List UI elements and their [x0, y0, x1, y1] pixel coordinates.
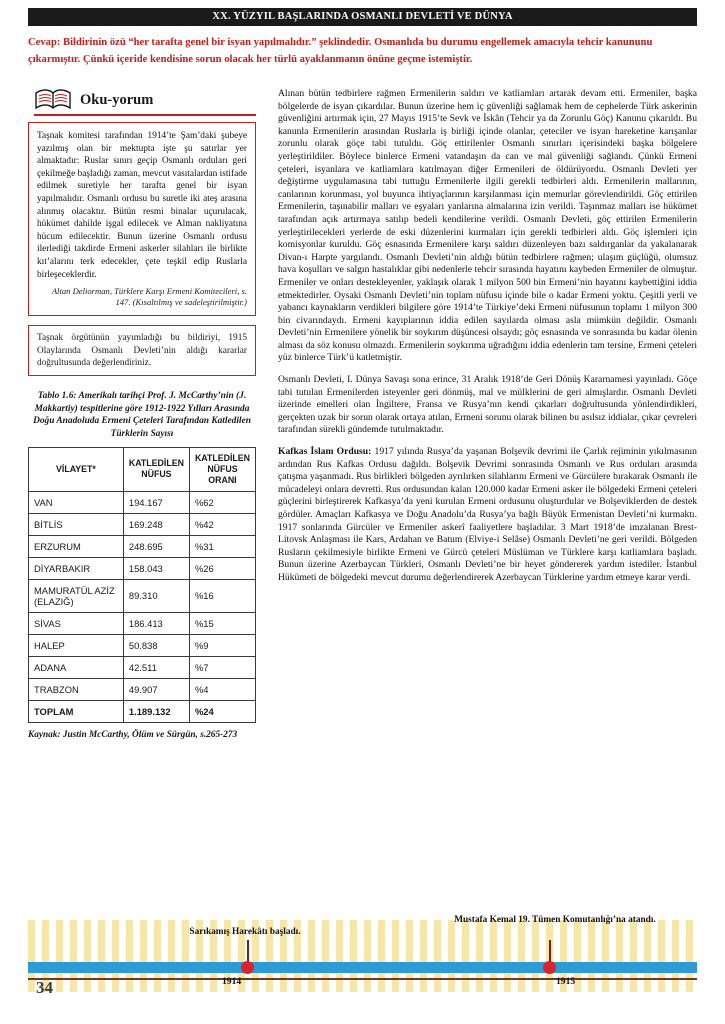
- table-row: [29, 678, 256, 700]
- cell-population: 194.167: [123, 491, 189, 513]
- table-source: Kaynak: Justin McCarthy, Ölüm ve Sürgün, s.265-273: [28, 729, 238, 740]
- timeline-bar: [28, 962, 697, 973]
- timeline-baseline: [28, 978, 697, 980]
- table-total-row: [29, 700, 256, 722]
- table-row: [29, 535, 256, 557]
- task-box-text: Taşnak örgütünün yayımladığı bu bildiriyi, 1915 Olaylarında Osmanlı Devleti’nin aldığı kararlar doğrultusunda değerlendiriniz.: [37, 333, 247, 368]
- timeline-marker-2: [543, 961, 556, 974]
- table-header-population: KATLEDİLEN NÜFUS: [123, 447, 189, 491]
- cell-province: ERZURUM: [29, 535, 124, 557]
- cell-province: MAMURATÜL AZİZ (ELAZIĞ): [29, 579, 124, 612]
- read-section-box: [28, 122, 256, 316]
- cell-total-label: TOPLAM: [29, 700, 124, 722]
- read-section-source: Altan Deliorman, Türklere Karşı Ermeni Komitecileri, s. 147. (Kısaltılmış ve sadeleştirilmiştir.): [51, 286, 247, 308]
- cell-province: TRABZON: [29, 678, 124, 700]
- table-header-province: VİLAYET*: [29, 447, 124, 491]
- cell-population: 42.511: [123, 656, 189, 678]
- page-header-bar: [28, 8, 697, 26]
- table-caption: Tablo 1.6: Amerikalı tarihçi Prof. J. McCarthy’nin (J. Makkartiy) tespitlerine göre 1912-1922 Yılları Arasında Doğu Anadoluda Ermeni Çeteleri Tarafından Katledilen Türklerin Sayısı: [33, 391, 251, 439]
- cell-ratio: %42: [189, 513, 255, 535]
- cell-population: 49.907: [123, 678, 189, 700]
- cell-population: 50.838: [123, 634, 189, 656]
- cell-province: SİVAS: [29, 612, 124, 634]
- timeline-marker-1: [241, 961, 254, 974]
- cell-ratio: %15: [189, 612, 255, 634]
- left-column: [28, 88, 256, 740]
- cell-ratio: %31: [189, 535, 255, 557]
- table-row: [29, 656, 256, 678]
- table-row: [29, 634, 256, 656]
- timeline-event-label-1: Sarıkamış Harekâtı başladı.: [189, 927, 301, 937]
- cell-population: 186.413: [123, 612, 189, 634]
- timeline-year-2: 1915: [556, 976, 576, 987]
- cell-province: HALEP: [29, 634, 124, 656]
- casualty-table: [28, 447, 256, 723]
- cell-ratio: %7: [189, 656, 255, 678]
- cell-total-population: 1.189.132: [123, 700, 189, 722]
- timeline: [0, 915, 725, 1024]
- timeline-event-label-2: Mustafa Kemal 19. Tümen Komutanlığı’na atandı.: [454, 915, 656, 925]
- subheading-kafkas-islam-ordusu: Kafkas İslam Ordusu:: [278, 446, 372, 458]
- intro-answer-text: Cevap: Bildirinin özü “her tarafta genel bir isyan yapılmalıdır.” şeklindedir. Osmanlıda bu durumu engellemek amacıyla tehcir kanununu çıkarmıştır. Çünkü içeride kendisine sorun olacak her türlü ayaklanmanın önüne geçme istemiştir.: [28, 37, 653, 65]
- table-row: [29, 491, 256, 513]
- table-row: [29, 513, 256, 535]
- cell-total-ratio: %24: [189, 700, 255, 722]
- timeline-year-1: 1914: [222, 976, 242, 987]
- open-book-icon: [34, 88, 72, 112]
- read-section-body: Taşnak komitesi tarafından 1914’te Şam’daki şubeye yazılmış olan bir mektupta işte şu satırlar yer almaktadır: Ruslar sınırı geçip Osmanlı orduları geri çekilmeğe başladığı zaman, mevcut vasıtalardan istifade edilmek suretiyle her tarafta genel bir isyan yapılmalıdır. Osmanlı ordusu bu suretle iki ateş arasına alınmış olacaktır. Bütün resmi binalar uçurulacak, hükümet dahilde işgal edilecek ve Alman nakliyatına hücum edilecektir. Bunun üzerine Osmanlı ordusu ilerlediği takdirde Ermeni askerler silahları ile birlikte kıt’alarını terk edecekler, çete teşkil edip Ruslarla birleşeceklerdir.: [37, 131, 247, 280]
- cell-ratio: %16: [189, 579, 255, 612]
- cell-population: 89.310: [123, 579, 189, 612]
- body-paragraph-3-text: 1917 yılında Rusya’da yaşanan Bolşevik devrimi ile Çarlık rejiminin yıkılmasının ardından Rus Kafkas Ordusu dağıldı. Bolşevik Devrimi sonrasında Osmanlı ve Rus orduları arasında çatışma yaşanmadı. Rus birlikleri bölgeden ayrılırken silahlarını Ermeni ve Gürcülere bırakarak Osmanlı ile mücadeleyi onlara devretti. Rus ordusundan kalan 120.000 kadar Ermeni asker ile bölgedeki Ermeni çeteleri güçlerini birleştirerek Kafkasya’da yeni kurulan Ermeni ordusunu oluşturdular ve Bolşeviklerden de destek gördüler. Amaçları Kafkasya ve Doğu Anadolu’da Rusya’ya bağlı Büyük Ermenistan Devleti’ni kurmaktı. 1917 sonlarında Gürcüler ve Ermeniler askerî faaliyetlere başladılar. 3 Mart 1918’de imzalanan Brest-Litovsk Anlaşması ile Kars, Ardahan ve Batum (Elviye-i Selâse) Osmanlı Devleti’ne geri verildi. Bölgeden Rusların çekilmesiyle birlikte Ermeni ve Gürcü çeteleri Müslüman ve Türklere karşı katliamlara başladı. Bunun üzerine Azerbaycan Türkleri, Osmanlı Devleti’ne bir heyet göndererek yardım istediler. İstanbul Hükümeti de bölgedeki mevcut durumu değerlendirerek Azerbaycan Türklerine yardım etmeye karar verdi.: [278, 446, 697, 583]
- body-paragraph-3: [278, 446, 697, 585]
- body-paragraph-2: Osmanlı Devleti, I. Dünya Savaşı sona erince, 31 Aralık 1918’de Geri Dönüş Kararnamesi yayınladı. Göçe tabi tutulan Ermenilerden isteyenler geri dönmüş, mal ve mülklerini de geri almışlardır. Osmanlı Devleti üzerinde emelleri olan İngiltere, Fransa ve Rusya’nın kendi çıkarları doğrultusunda yönlendirdikleri, gerçekten uzak bir sorun olarak ortaya atılan, Ermeni sorunu olarak bilinen bu asılsız iddialar, çıkar çevreleri tarafından sürekli gündemde tutulmaktadır.: [278, 374, 697, 436]
- cell-province: VAN: [29, 491, 124, 513]
- cell-ratio: %4: [189, 678, 255, 700]
- cell-ratio: %26: [189, 557, 255, 579]
- table-header-ratio: KATLEDİLEN NÜFUS ORANI: [189, 447, 255, 491]
- cell-province: DİYARBAKIR: [29, 557, 124, 579]
- cell-province: ADANA: [29, 656, 124, 678]
- cell-ratio: %62: [189, 491, 255, 513]
- cell-population: 169.248: [123, 513, 189, 535]
- page-header-title: XX. YÜZYIL BAŞLARINDA OSMANLI DEVLETİ VE DÜNYA: [212, 11, 513, 22]
- table-row: [29, 557, 256, 579]
- task-box: [28, 325, 256, 376]
- read-section-title: Oku-yorum: [80, 91, 154, 108]
- body-paragraph-1: Alınan bütün tedbirlere rağmen Ermenilerin saldırı ve katliamları artarak devam etti. Ermeniler, başka bölgelerde de isyan çıkardılar. Bunun üzerine hem iç güvenliği sağlamak hem de cephelerde Türk askerinin güvenliğini artırmak için, 27 Mayıs 1915’te Sevk ve İskân (Tehcir ya da Zorunlu Göç) Kanunu çıkarıldı. Bu kanunla Ermenilerin arasından Ruslarla iş birliği içinde olanlar, çeteciler ve isyan hareketine karışanlar zorunlu olarak göçe tabi tutuldu. Göç ettirilenler Osmanlı sınırları içerisindeki başka bölgelere yerleştirildiler. Böylece binlerce Ermeni vatandaşın da can ve mal güvenliği sağlandı. Çünkü Ermeni çeteleri, isyanlara ve katliamlara katılmayan diğer Ermenileri de öldürüyordu. Osmanlı Devleti yer değiştirme uygulamasına tabi tuttuğu Ermenilerle ilgili gerekli tedbirleri aldı. Ermenilerin mallarının, canlarının korunması, yol buyunca ihtiyaçlarının karşılanması için memurlar görevlendirildi. Göç ettirilen Ermenilerin, taşınabilir malları ve eşyaları yanlarına almalarına izin verildi. Taşınmaz malları ise hükümet tarafından açık artırmaya satılıp bedeli kendilerine verildi. Osmanlı Devleti, göç ettirilen Ermenilerin yerleştirilecekleri yerlerde de eski düzenlerini kurmaları için gerekli tedbirleri aldı. Göç işlemleri için komisyonlar kuruldu. Göç esnasında Ermenilere karşı saldırı düzenleyen bazı saldırganlar da yakalanarak Divan-ı Harpte yargılandı. Osmanlı Devleti’nin aldığı bütün tedbirlere rağmen; ulaşım güçlüğü, olumsuz hava koşulları ve salgın hastalıklar gibi nedenlerle tehcir sırasında hayatını kaybeden Ermeniler de olmuştur. Ermeniler ve onları destekleyenler, yaklaşık olarak 1 milyon 500 bin Ermeni’nin hayatını kaybettiğini iddia etmektedirler. Oysaki Osmanlı Devleti’nin toplam nüfusu içinde bile o kadar Ermeni yoktu. Çeşitli yerli ve yabancı kaynakların verdikleri bilgilere göre 1914’te Türkiye’deki Ermeni nüfusunun toplamı 1 milyon 300 bin civarındaydı. Ermeni kayıplarının iddia edilen sayılarda olması asla mümkün değildir. Osmanlı Devleti’nin Ermenilere yönelik bir soykırım düşüncesi olsaydı; göç esnasında ve sonrasında bu kadar ölenin alması da söz konusu olmazdı. Ermenilerin soykırıma uğradığını iddia edenlerin tam tersine, Ermeni çeteleri yüz binlerce Türk’ü katletmiştir.: [278, 88, 697, 364]
- cell-ratio: %9: [189, 634, 255, 656]
- read-section-header: [34, 88, 256, 116]
- cell-province: BİTLİS: [29, 513, 124, 535]
- table-row: [29, 579, 256, 612]
- table-header-row: [29, 447, 256, 491]
- cell-population: 158.043: [123, 557, 189, 579]
- cell-population: 248.695: [123, 535, 189, 557]
- right-column: [278, 88, 697, 585]
- table-row: [29, 612, 256, 634]
- page-number: 34: [36, 978, 53, 997]
